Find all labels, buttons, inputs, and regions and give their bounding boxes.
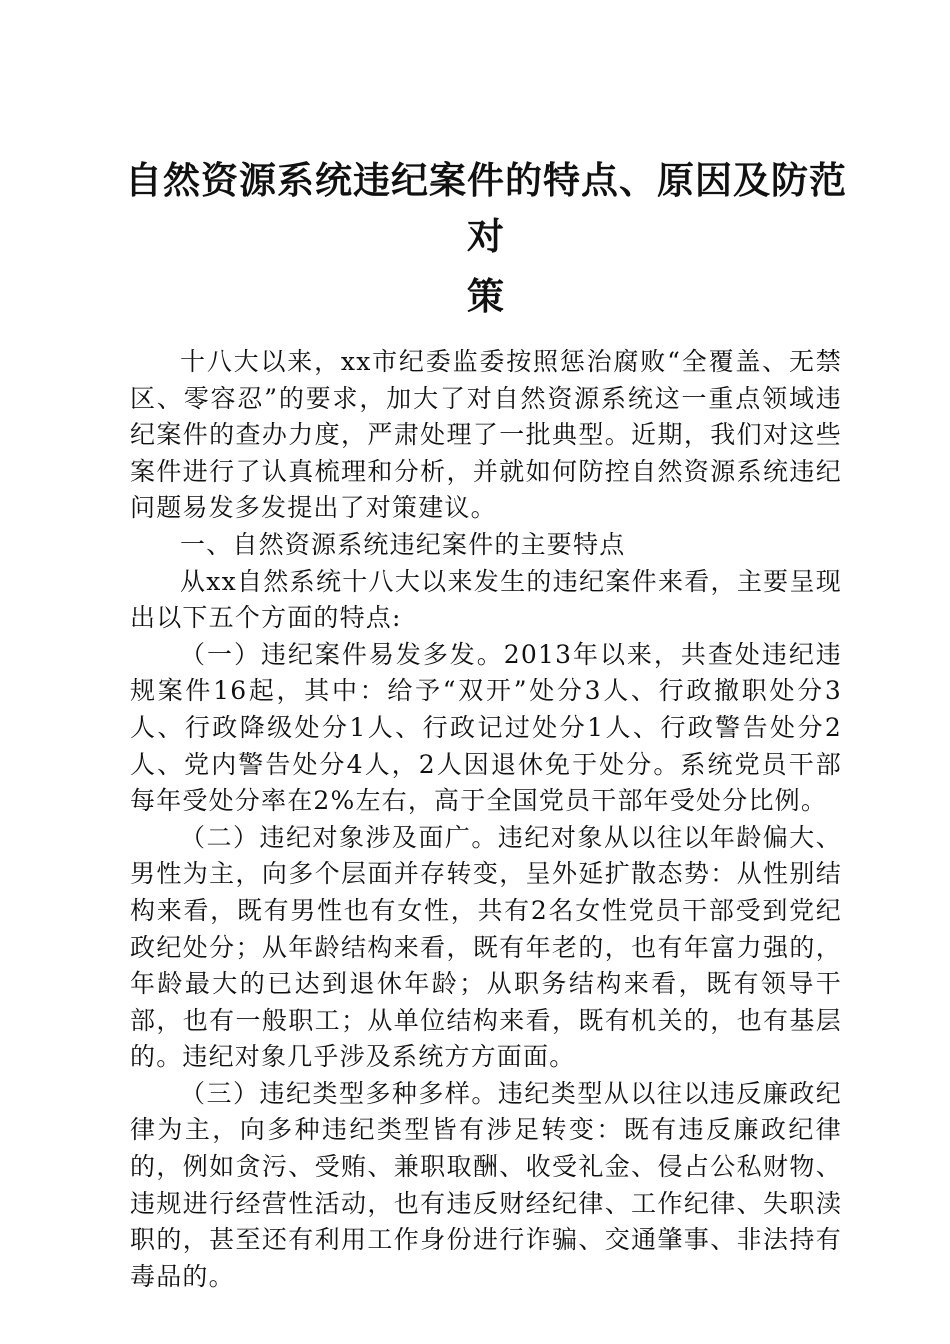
title-line-1: 自然资源系统违纪案件的特点、原因及防范对 (125, 158, 847, 258)
point-3-paragraph: （三）违纪类型多种多样。违纪类型从以往以违反廉政纪律为主，向多种违纪类型皆有涉足转变：既有违反廉政纪律的，例如贪污、受贿、兼职取酬、收受礼金、侵占公私财物、违规进行经营性活动，也有违反财经纪律、工作纪律、失职渎职的，甚至还有利用工作身份进行诈骗、交通肇事、非法持有毒品的。 (130, 1078, 842, 1291)
section-intro-paragraph: 从xx自然系统十八大以来发生的违纪案件来看，主要呈现出以下五个方面的特点: (130, 566, 842, 633)
document-content (125, 152, 847, 1295)
intro-paragraph: 十八大以来，xx市纪委监委按照惩治腐败“全覆盖、无禁区、零容忍”的要求，加大了对自然资源系统这一重点领域违纪案件的查办力度，严肃处理了一批典型。近期，我们对这些案件进行了认真梳理和分析，并就如何防控自然资源系统违纪问题易发多发提出了对策建议。 (130, 347, 842, 523)
point-2-paragraph: （二）违纪对象涉及面广。违纪对象从以往以年龄偏大、男性为主，向多个层面并存转变，呈外延扩散态势：从性别结构来看，既有男性也有女性，共有2名女性党员干部受到党纪政纪处分；从年龄结构来看，既有年老的，也有年富力强的，年龄最大的已达到退休年龄；从职务结构来看，既有领导干部，也有一般职工；从单位结构来看，既有机关的，也有基层的。违纪对象几乎涉及系统方方面面。 (130, 822, 842, 1072)
document-body (130, 344, 842, 1295)
point-1-paragraph: （一）违纪案件易发多发。2013年以来，共查处违纪违规案件16起，其中：给予“双开”处分3人、行政撤职处分3人、行政降级处分1人、行政记过处分1人、行政警告处分2人、党内警告处分4人，2人因退休免于处分。系统党员干部每年受处分率在2%左右，高于全国党员干部年受处分比例。 (130, 639, 842, 816)
section-heading-1: 一、自然资源系统违纪案件的主要特点 (180, 529, 626, 559)
document-title (125, 152, 847, 324)
title-line-2: 策 (467, 274, 505, 318)
